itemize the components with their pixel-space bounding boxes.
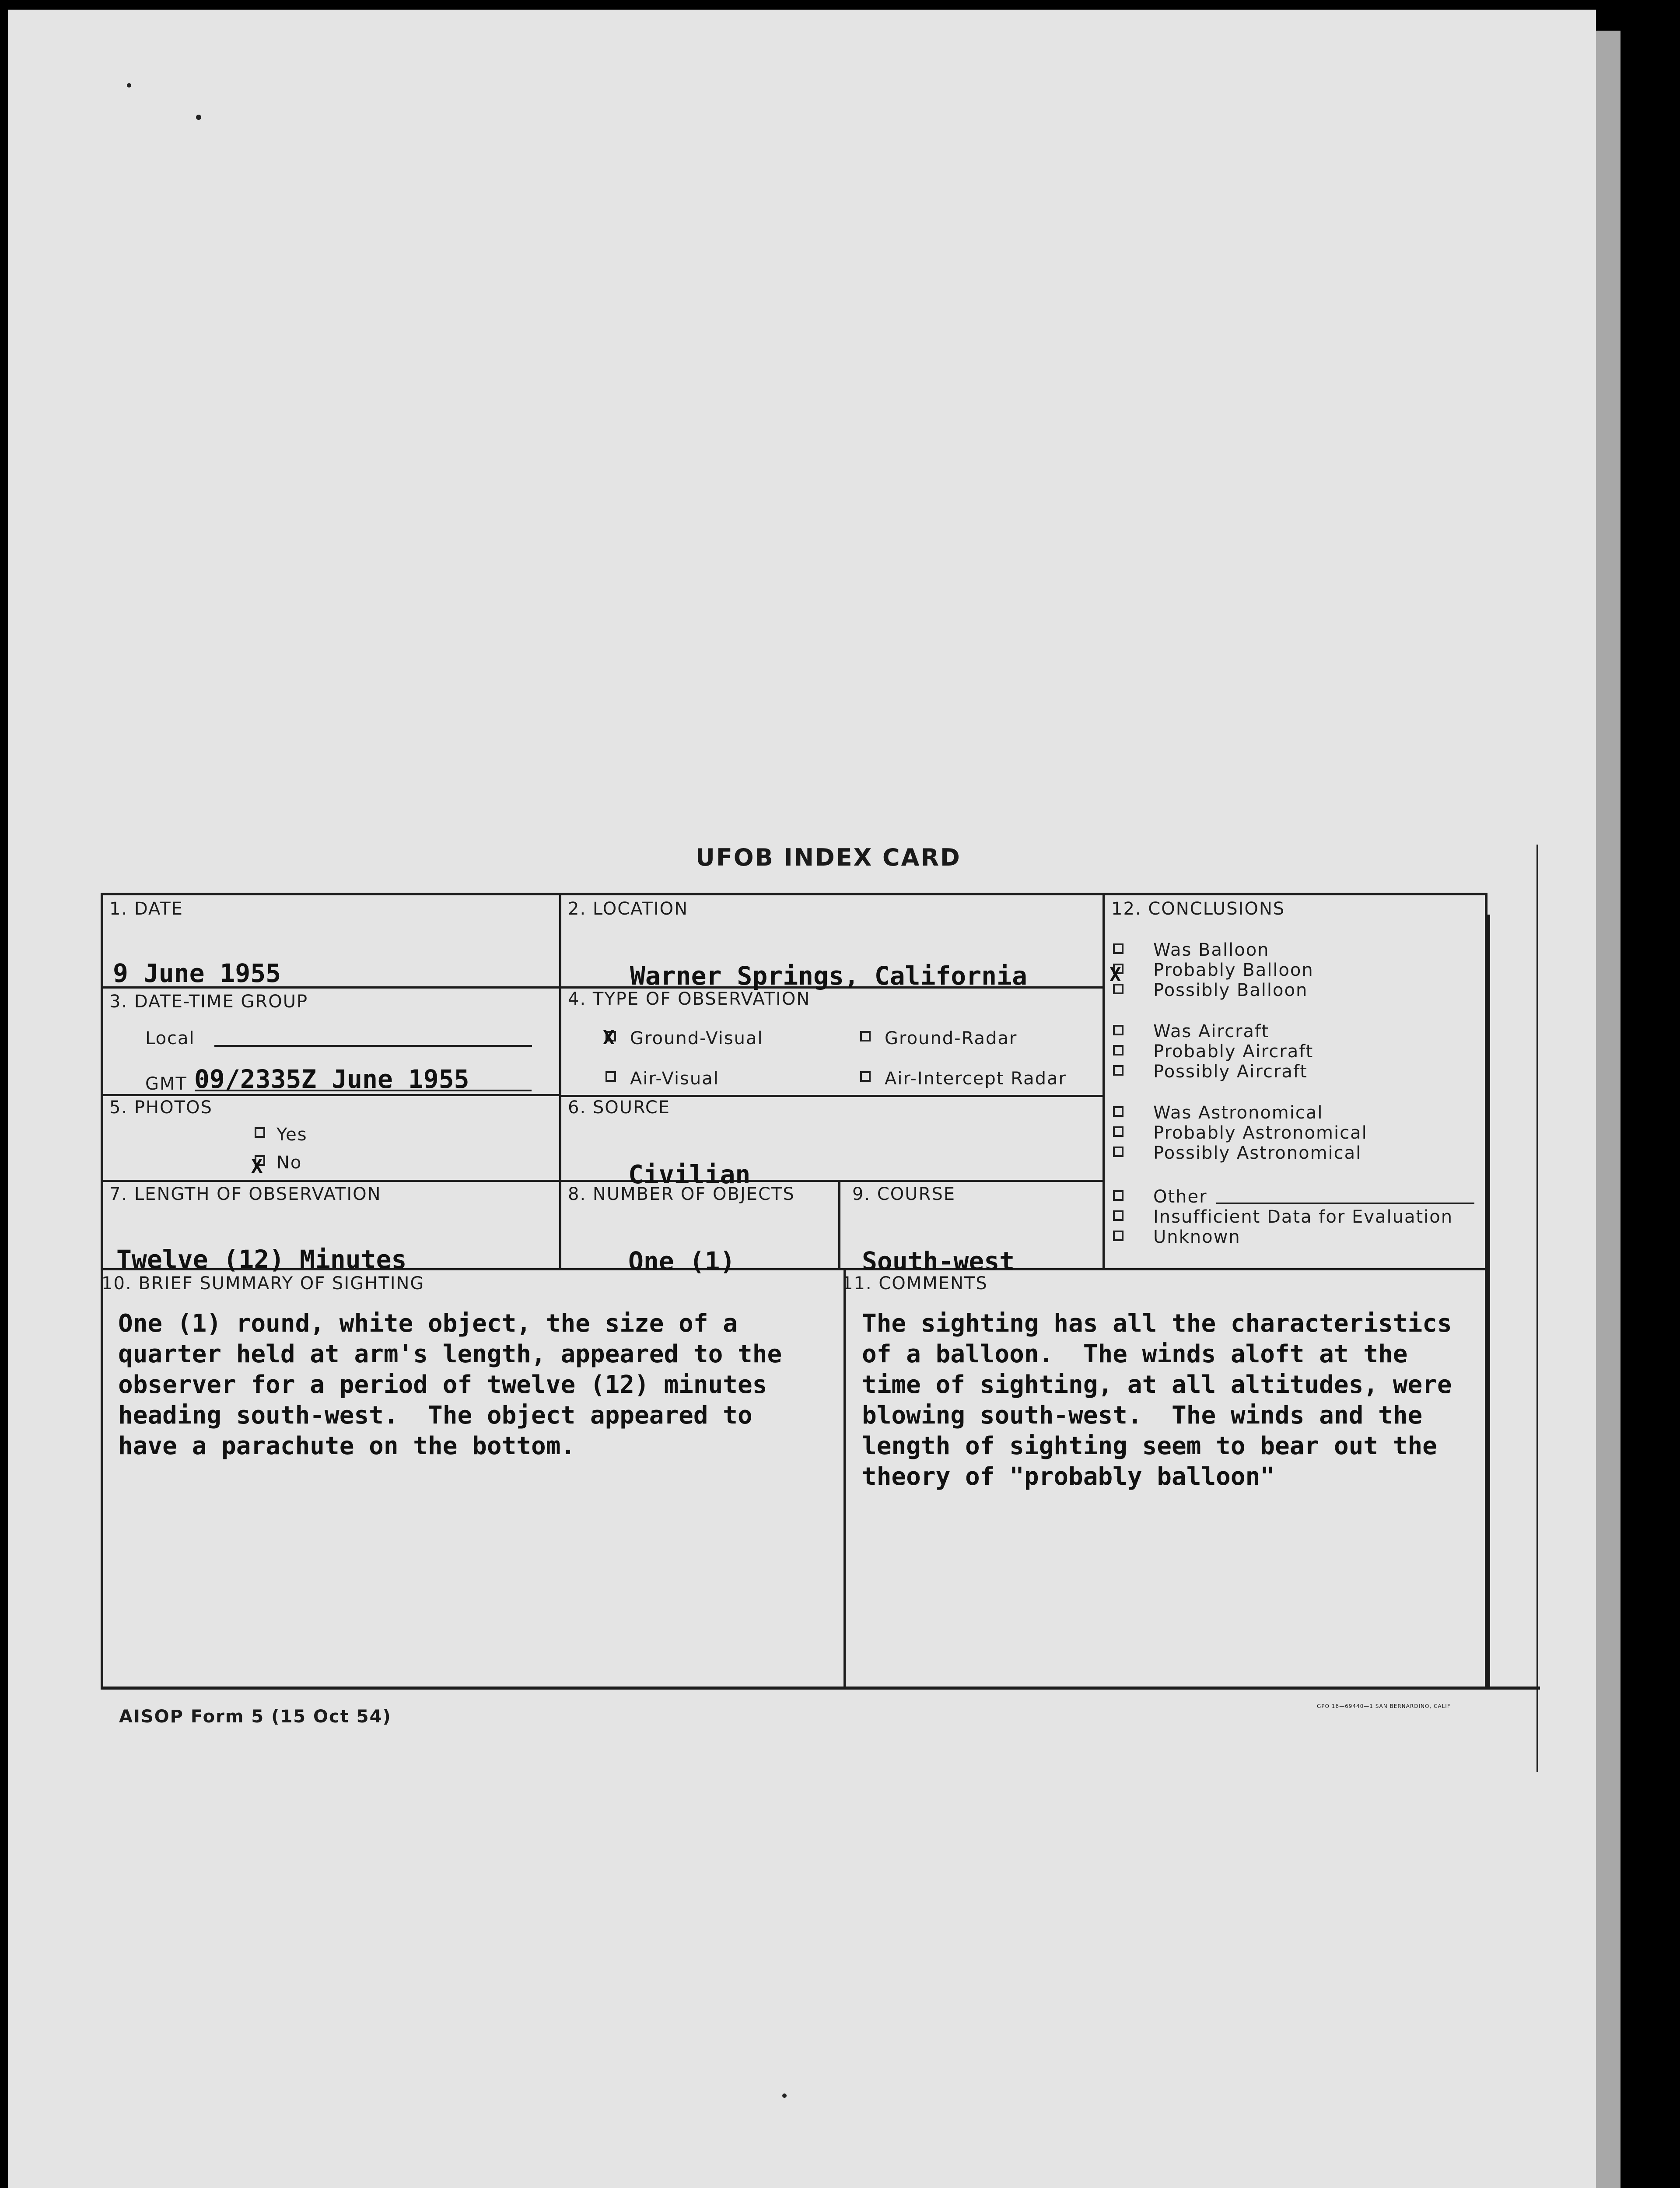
dtg-label: 3. DATE-TIME GROUP xyxy=(109,992,308,1012)
air-visual-label: Air-Visual xyxy=(630,1069,719,1089)
divider-objects-course xyxy=(838,1182,840,1269)
conclusion-checkbox[interactable] xyxy=(1113,1190,1124,1201)
ground-radar-label: Ground-Radar xyxy=(885,1028,1018,1048)
ground-radar-checkbox[interactable] xyxy=(860,1031,871,1041)
divider-col2 xyxy=(1102,893,1105,1269)
air-intercept-radar-checkbox[interactable] xyxy=(860,1071,871,1082)
photos-no-check-mark: X xyxy=(251,1155,263,1178)
comments-line: The sighting has all the characteristics xyxy=(862,1309,1452,1338)
conclusion-checkbox[interactable] xyxy=(1113,1065,1124,1076)
course-label: 9. COURSE xyxy=(852,1184,956,1204)
other-underline xyxy=(1216,1203,1474,1204)
summary-line: quarter held at arm's length, appeared to the xyxy=(118,1340,782,1368)
local-underline xyxy=(214,1045,532,1047)
summary-label: 10. BRIEF SUMMARY OF SIGHTING xyxy=(102,1273,425,1294)
photos-yes-label: Yes xyxy=(276,1125,308,1145)
photos-no-label: No xyxy=(276,1153,302,1173)
divider-row2b xyxy=(559,1095,1104,1097)
divider-col1 xyxy=(559,893,561,1269)
conclusion-checkbox[interactable] xyxy=(1113,1025,1124,1035)
date-value: 9 June 1955 xyxy=(113,958,281,988)
card-title: UFOB INDEX CARD xyxy=(696,844,961,871)
conclusion-checkbox[interactable] xyxy=(1113,1147,1124,1157)
ground-visual-label: Ground-Visual xyxy=(630,1028,763,1048)
type-label: 4. TYPE OF OBSERVATION xyxy=(568,989,811,1009)
conclusion-checkbox[interactable] xyxy=(1113,943,1124,954)
air-intercept-radar-label: Air-Intercept Radar xyxy=(885,1069,1067,1089)
length-value: Twelve (12) Minutes xyxy=(116,1245,407,1274)
summary-line: have a parachute on the bottom. xyxy=(118,1432,576,1460)
form-id: AISOP Form 5 (15 Oct 54) xyxy=(119,1707,392,1727)
source-label: 6. SOURCE xyxy=(568,1098,671,1118)
source-value: Civilian xyxy=(628,1160,751,1189)
conclusion-checkbox[interactable] xyxy=(1113,1210,1124,1221)
conclusion-checkbox[interactable] xyxy=(1113,984,1124,994)
conclusion-check-mark: X xyxy=(1110,964,1121,986)
comments-label: 11. COMMENTS xyxy=(842,1273,988,1294)
conclusion-checkbox[interactable] xyxy=(1113,1126,1124,1137)
divider-row2a xyxy=(101,1094,560,1096)
print-code: GPO 16—69440—1 SAN BERNARDINO, CALIF xyxy=(1317,1703,1451,1709)
conclusion-option-label: Probably Aircraft xyxy=(1153,1041,1314,1062)
conclusion-checkbox[interactable] xyxy=(1113,1106,1124,1117)
number-label: 8. NUMBER OF OBJECTS xyxy=(568,1184,795,1204)
ground-visual-check-mark: X xyxy=(603,1027,615,1049)
comments-line: theory of "probably balloon" xyxy=(862,1462,1275,1491)
location-value: Warner Springs, California xyxy=(630,961,1027,991)
comments-line: of a balloon. The winds aloft at the xyxy=(862,1340,1408,1368)
divider-summary-comments xyxy=(844,1269,846,1687)
card-border-top xyxy=(101,893,1488,895)
conclusion-option-label: Probably Balloon xyxy=(1153,960,1314,980)
divider-row3 xyxy=(101,1180,1102,1182)
air-visual-checkbox[interactable] xyxy=(606,1071,616,1082)
gmt-value: 09/2335Z June 1955 xyxy=(194,1064,469,1094)
conclusion-checkbox[interactable] xyxy=(1113,1045,1124,1055)
comments-line: time of sighting, at all altitudes, were xyxy=(862,1371,1452,1399)
number-value: One (1) xyxy=(628,1246,735,1276)
length-label: 7. LENGTH OF OBSERVATION xyxy=(109,1184,382,1204)
conclusion-option-label: Possibly Astronomical xyxy=(1153,1143,1362,1163)
comments-line: length of sighting seem to bear out the xyxy=(862,1432,1437,1460)
document-page xyxy=(8,10,1596,2188)
card-border-bottom xyxy=(101,1687,1540,1690)
scan-speck xyxy=(196,115,201,120)
comments-line: blowing south-west. The winds and the xyxy=(862,1401,1423,1430)
conclusion-option-label: Was Balloon xyxy=(1153,940,1270,960)
photos-label: 5. PHOTOS xyxy=(109,1098,213,1118)
scan-speck xyxy=(127,83,131,88)
conclusion-option-label: Probably Astronomical xyxy=(1153,1123,1368,1143)
summary-line: One (1) round, white object, the size of a xyxy=(118,1309,738,1338)
location-label: 2. LOCATION xyxy=(568,899,689,919)
summary-line: observer for a period of twelve (12) minutes xyxy=(118,1371,767,1399)
summary-line: heading south-west. The object appeared to xyxy=(118,1401,752,1430)
gmt-label: GMT xyxy=(145,1074,187,1094)
page-edge-shadow xyxy=(1596,31,1620,2188)
conclusion-option-label: Other xyxy=(1153,1187,1208,1207)
conclusion-option-label: Possibly Aircraft xyxy=(1153,1062,1308,1082)
local-label: Local xyxy=(145,1028,195,1048)
date-label: 1. DATE xyxy=(109,899,183,919)
conclusion-option-label: Was Aircraft xyxy=(1153,1021,1270,1041)
conclusion-checkbox[interactable] xyxy=(1113,1231,1124,1241)
card-border-extension xyxy=(1488,915,1490,1689)
card-edge-right xyxy=(1536,845,1538,1772)
conclusions-label: 12. CONCLUSIONS xyxy=(1111,899,1285,919)
scan-speck xyxy=(782,2093,787,2098)
conclusion-option-label: Was Astronomical xyxy=(1153,1103,1323,1123)
course-value: South-west xyxy=(862,1246,1015,1276)
photos-yes-checkbox[interactable] xyxy=(255,1127,265,1138)
conclusion-option-label: Insufficient Data for Evaluation xyxy=(1153,1207,1453,1227)
conclusion-option-label: Unknown xyxy=(1153,1227,1241,1247)
conclusion-option-label: Possibly Balloon xyxy=(1153,980,1308,1000)
